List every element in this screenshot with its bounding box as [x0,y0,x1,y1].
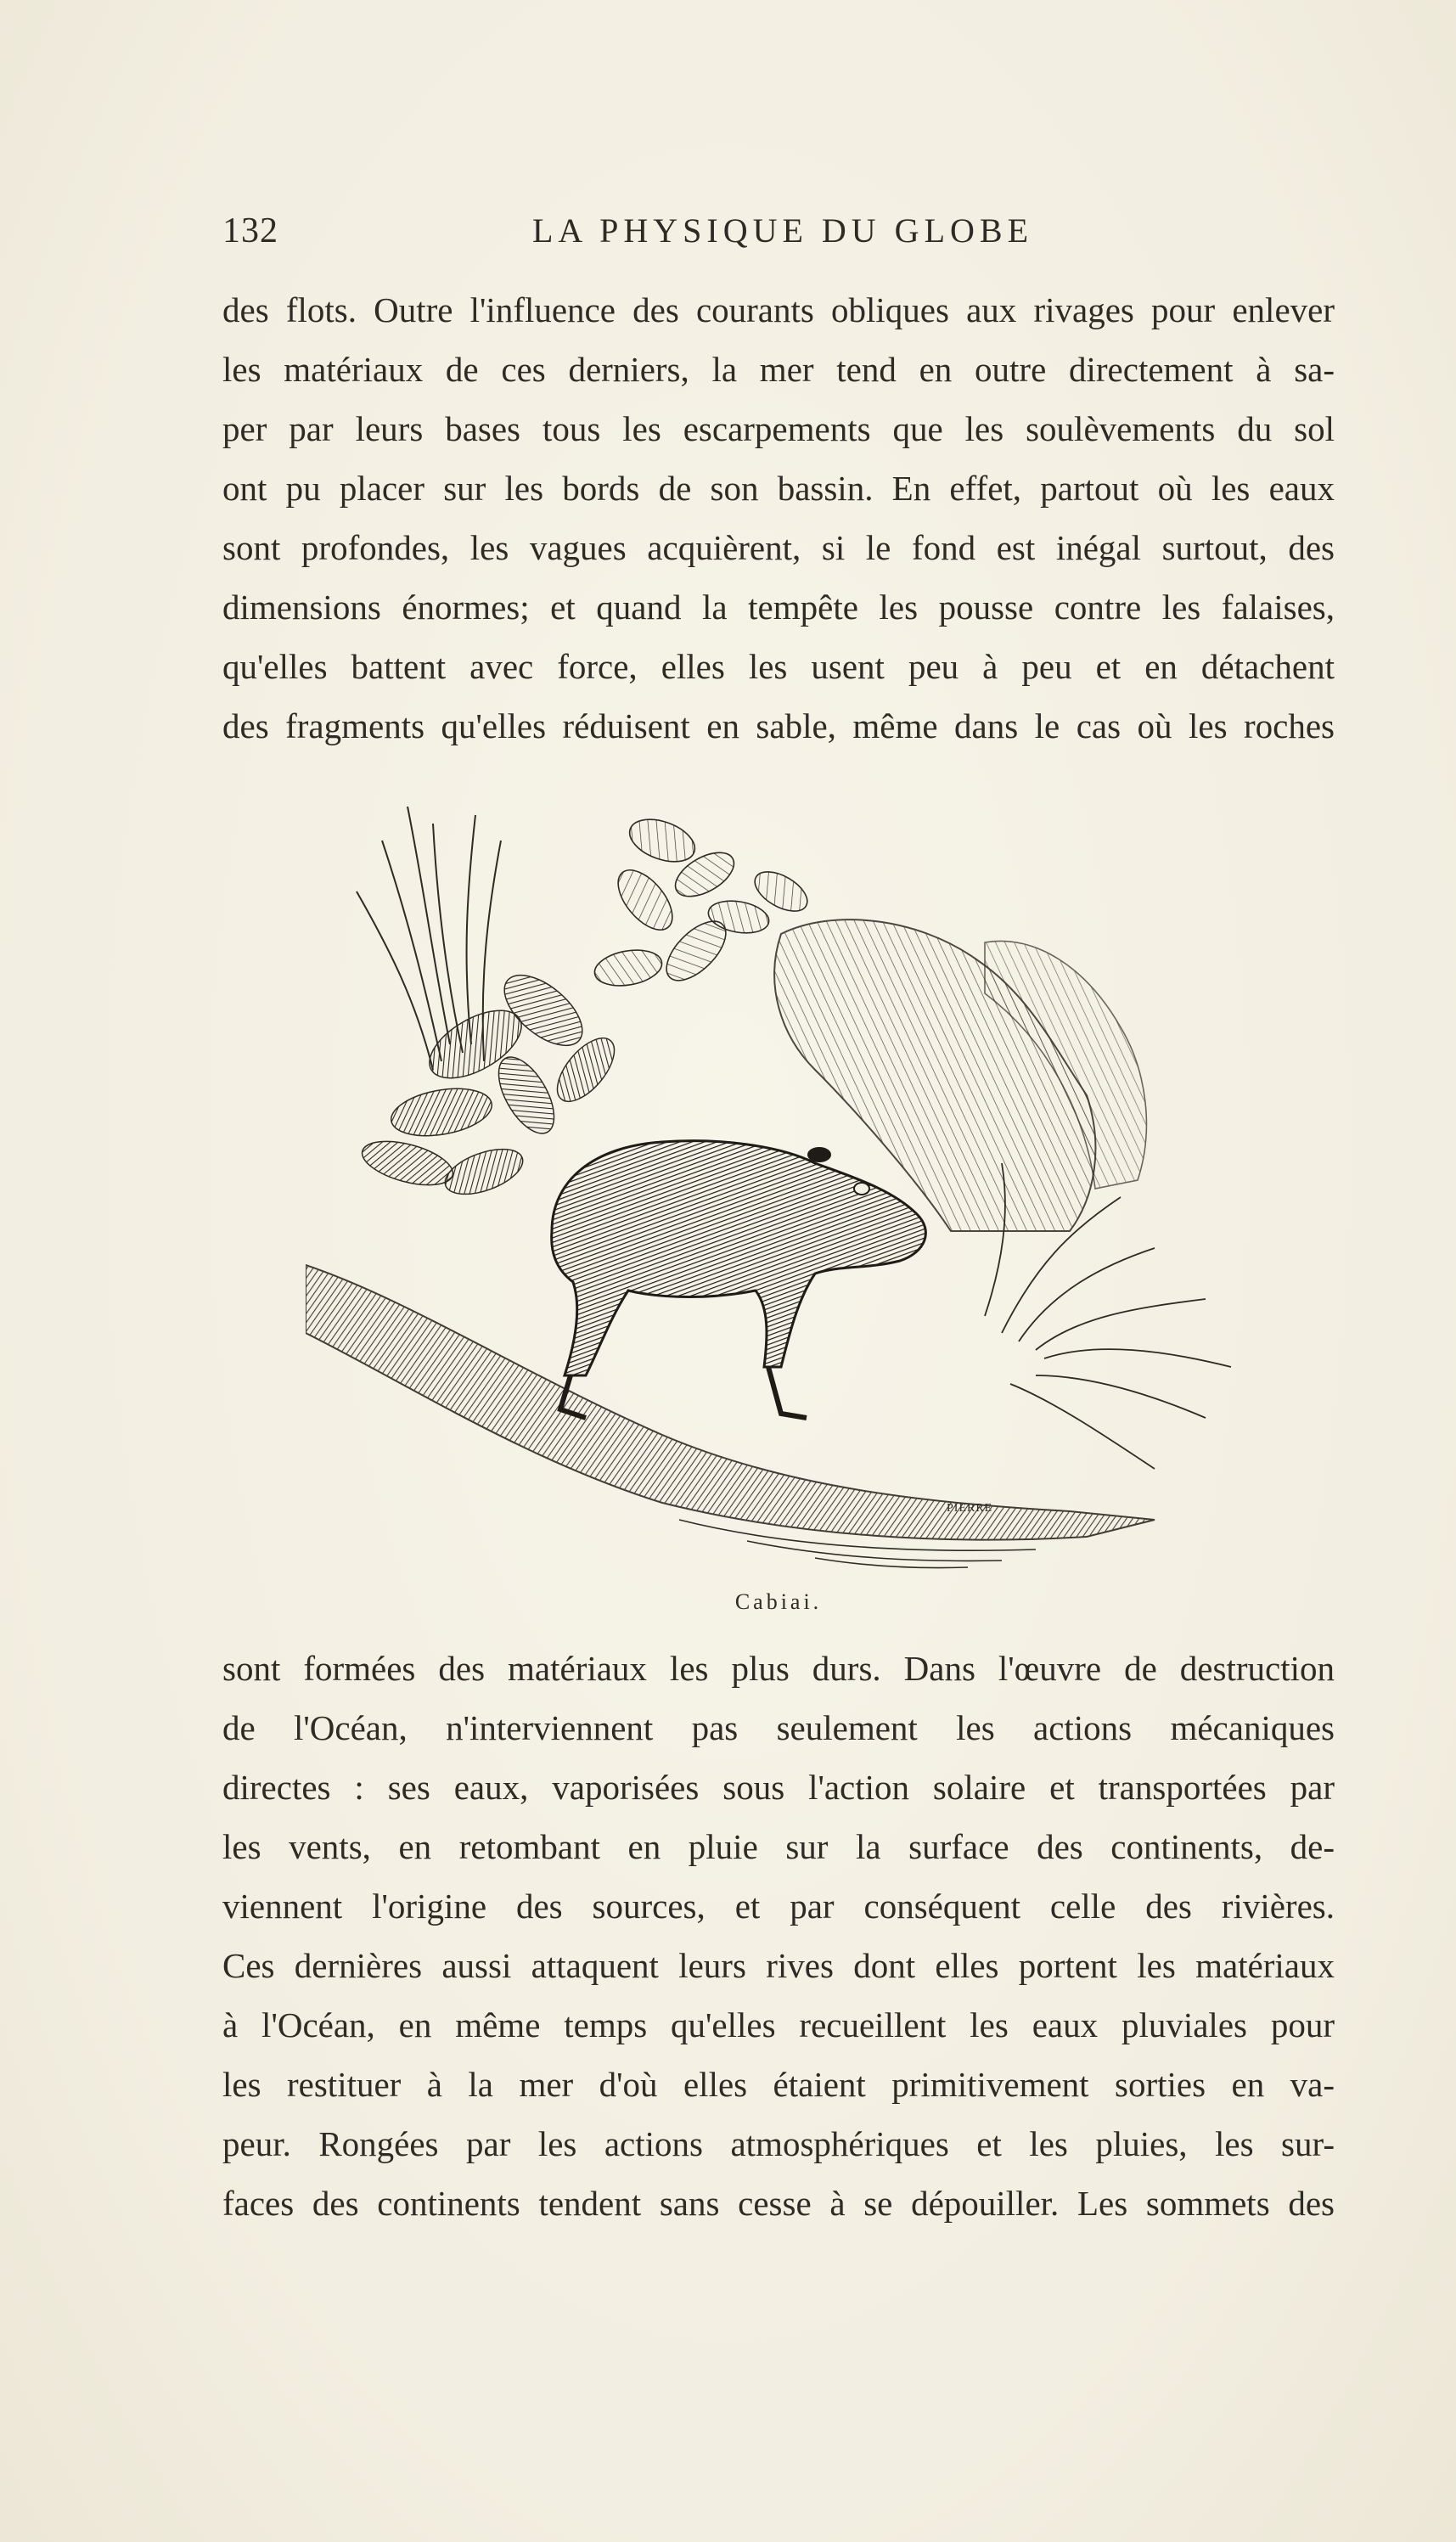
engraver-signature: PIERRE [947,1502,993,1515]
text-line: sont formées des matériaux les plus durs. Dans l'œuvre de destruction [222,1649,1335,1688]
text-line: des fragments qu'elles réduisent en sable, même dans le cas où les roches [222,706,1335,745]
text-line: des flots. Outre l'influence des courants obliques aux rivages pour enlever [222,290,1335,329]
text-line: viennent l'origine des sources, et par conséquent celle des rivières. [222,1887,1335,1926]
text-line: ont pu placer sur les bords de son bassin. En effet, partout où les eaux [222,469,1335,508]
text-line: de l'Océan, n'interviennent pas seulement les actions mécaniques [222,1708,1335,1747]
text-line: Ces dernières aussi attaquent leurs rives dont elles portent les matériaux [222,1946,1335,1985]
engraving-capybara [306,790,1265,1588]
text-line: les restituer à la mer d'où elles étaient primitivement sorties en va- [222,2065,1335,2104]
paragraph-top [222,280,1335,756]
text-line: faces des continents tendent sans cesse à se dépouiller. Les sommets des [222,2184,1335,2223]
capybara-illustration [306,790,1265,1588]
text-line: peur. Rongées par les actions atmosphériques et les pluies, les sur- [222,2124,1335,2163]
page-header [222,211,1343,253]
text-line: à l'Océan, en même temps qu'elles recueillent les eaux pluviales pour [222,2005,1335,2044]
text-line: les vents, en retombant en pluie sur la surface des continents, de- [222,1827,1335,1866]
text-line: qu'elles battent avec force, elles les usent peu à peu et en détachent [222,647,1335,686]
text-line: les matériaux de ces derniers, la mer tend en outre directement à sa- [222,350,1335,389]
figure-caption: Cabiai. [734,1589,823,1614]
text-line: dimensions énormes; et quand la tempête les pousse contre les falaises, [222,588,1335,627]
paragraph-bottom [222,1639,1335,2233]
text-line: per par leurs bases tous les escarpements que les soulèvements du sol [222,409,1335,448]
running-head: LA PHYSIQUE DU GLOBE [532,211,1033,250]
text-line: directes : ses eaux, vaporisées sous l'action solaire et transportées par [222,1768,1335,1807]
text-line: sont profondes, les vagues acquièrent, si le fond est inégal surtout, des [222,528,1335,567]
page-number: 132 [222,211,278,250]
